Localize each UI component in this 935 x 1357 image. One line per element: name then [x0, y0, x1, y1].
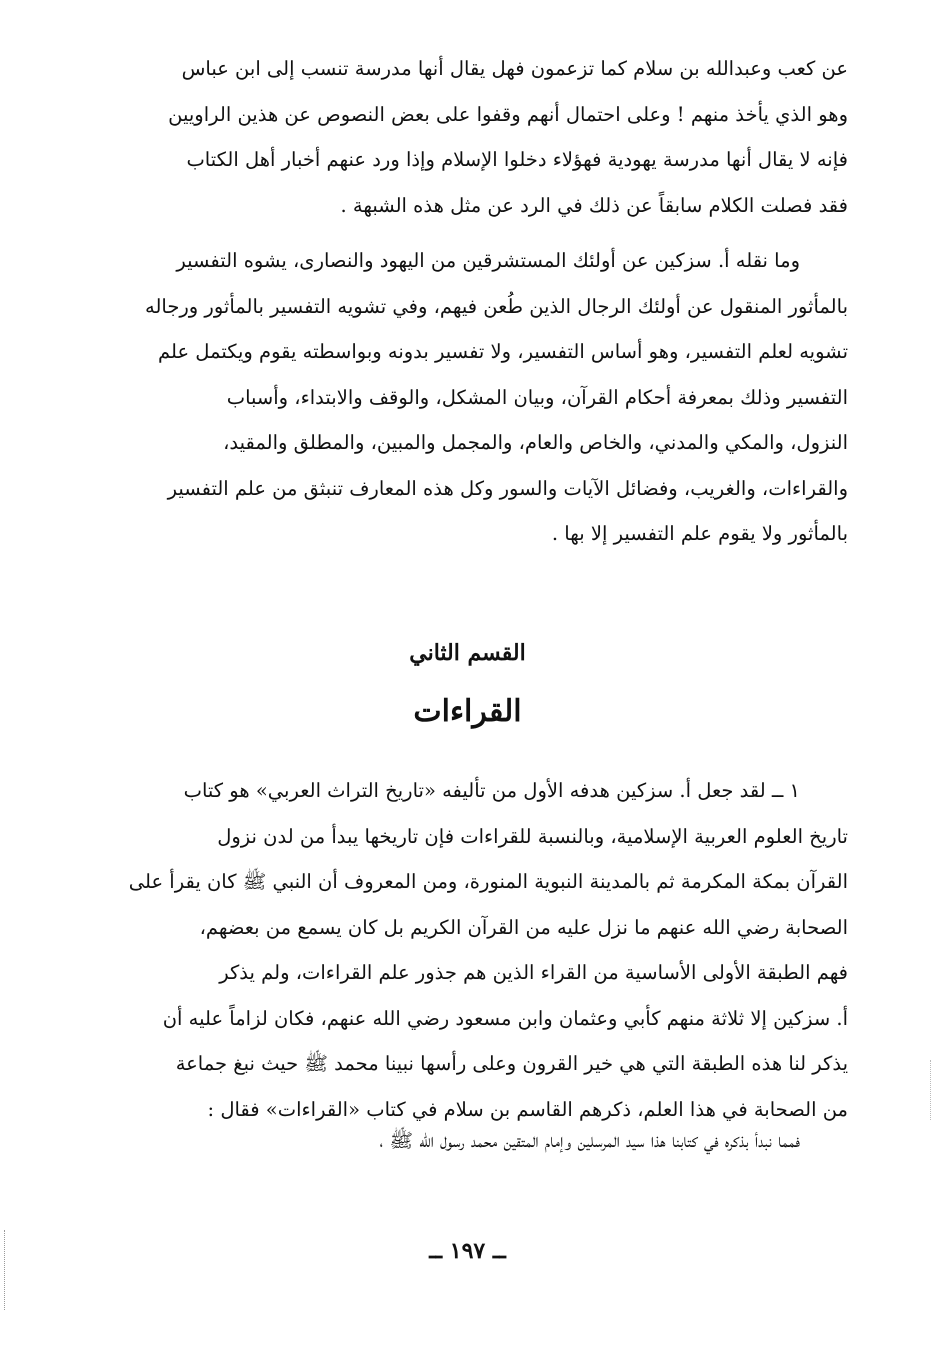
- text-line: تاريخ العلوم العربية الإسلامية، وبالنسبة للقراءات فإن تاريخها يبدأ من لدن نزول: [217, 824, 848, 848]
- text-line: من الصحابة في هذا العلم، ذكرهم القاسم بن سلام في كتاب «القراءات» فقال :: [207, 1097, 848, 1121]
- text-line: والقراءات، والغريب، وفضائل الآيات والسور وكل هذه المعارف تنبثق من علم التفسير: [167, 476, 848, 500]
- text-line: فمما نبدأ بذكره في كتابنا هذا سيد المرسلين وإمام المتقين محمد رسول الله ﷺ ،: [379, 1129, 800, 1152]
- text-line: فقد فصلت الكلام سابقاً عن ذلك في الرد عن مثل هذه الشبهة .: [340, 193, 848, 217]
- text-line: فهم الطبقة الأولى الأساسية من القراء الذين هم جذور علم القراءات، ولم يذكر: [219, 961, 848, 984]
- scan-edge-mark: [4, 1230, 7, 1310]
- text-line: القرآن بمكة المكرمة ثم بالمدينة النبوية المنورة، ومن المعروف أن النبي ﷺ كان يقرأ على: [128, 870, 848, 893]
- text-line: بالمأثور ولا يقوم علم التفسير إلا بها .: [551, 522, 848, 545]
- text-line: أ. سزكين إلا ثلاثة منهم كأبي وعثمان وابن مسعود رضي الله عنهم، فكان لزاماً عليه أن: [162, 1006, 848, 1030]
- text-line: النزول، والمكي والمدني، والخاص والعام، والمجمل والمبين، والمطلق والمقيد،: [223, 431, 848, 454]
- text-line: تشويه لعلم التفسير، وهو أساس التفسير، ولا تفسير بدونه وبواسطته يقوم ويكتمل علم: [158, 340, 848, 363]
- paragraph-2: [78, 238, 848, 557]
- section-label: القسم الثاني: [409, 640, 526, 666]
- text-line: وما نقله أ. سزكين عن أولئك المستشرقين من اليهود والنصارى، يشوه التفسير: [176, 249, 800, 272]
- text-line: عن كعب وعبدالله بن سلام كما تزعمون فهل يقال أنها مدرسة تنسب إلى ابن عباس: [181, 57, 848, 80]
- text-line: يذكر لنا هذه الطبقة التي هي خير القرون وعلى رأسها نبينا محمد ﷺ حيث نبغ جماعة: [175, 1052, 848, 1075]
- scan-edge-mark: [930, 1060, 933, 1120]
- text-line: بالمأثور المنقول عن أولئك الرجال الذين طُعن فيهم، وفي تشويه التفسير بالمأثور ورجاله: [145, 294, 848, 318]
- paragraph-1: [78, 46, 848, 228]
- paragraph-4: [78, 1118, 848, 1164]
- text-line: الصحابة رضي الله عنهم ما نزل عليه من القرآن الكريم بل كان يسمع من بعضهم،: [199, 915, 848, 939]
- text-line: التفسير وذلك بمعرفة أحكام القرآن، وبيان المشكل، والوقف والابتداء، وأسباب: [226, 385, 848, 409]
- text-line: فإنه لا يقال أنها مدرسة يهودية فهؤلاء دخلوا الإسلام وإذا ورد عنهم أخبار أهل الكتاب: [186, 148, 848, 171]
- page-number: ــ ١٩٧ ــ: [429, 1238, 506, 1264]
- section-title: القراءات: [413, 694, 522, 729]
- text-line: ١ ــ لقد جعل أ. سزكين هدفه الأول من تأليفه «تاريخ التراث العربي» هو كتاب: [183, 779, 800, 802]
- text-line: وهو الذي يأخذ منهم ! وعلى احتمال أنهم وقفوا على بعض النصوص عن هذين الراويين: [168, 102, 848, 126]
- paragraph-3: [78, 768, 848, 1132]
